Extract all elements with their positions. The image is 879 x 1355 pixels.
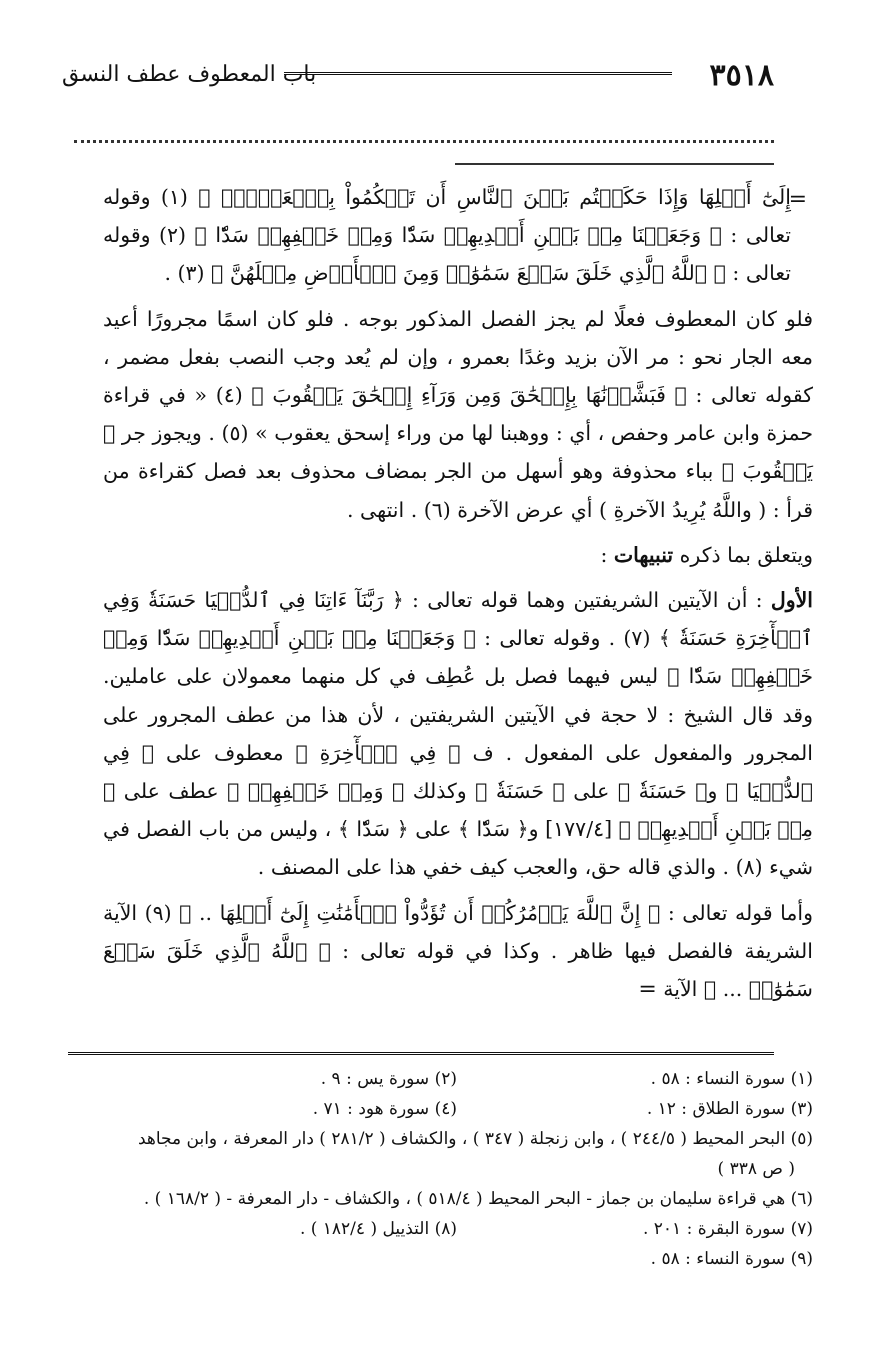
paragraph-1-text: إِلَىٰٓ أَهۡلِهَا وَإِذَا حَكَمۡتُم بَيۡنَ ٱلنَّاسِ أَن تَحۡكُمُواْ بِٱلۡعَدۡلِۚ ﴾ (١) وقوله تعالى : ﴿ وَجَعَلۡنَا مِنۢ بَيۡنِ أَيۡدِيهِمۡ سَدّٗا وَمِنۡ خَلۡفِهِمۡ سَدّٗا ﴾ (٢) وقوله تعالى : ﴿ ٱللَّهُ ٱلَّذِي خَلَقَ سَبۡعَ سَمَٰوَٰتٖ وَمِنَ ٱلۡأَرۡضِ مِثۡلَهُنَّ ﴾ (٣) . xyxy=(103,185,791,286)
first-note-label: الأول xyxy=(770,588,813,613)
footnote-9: (٩) سورة النساء : ٥٨ . xyxy=(650,1249,813,1269)
footnote-1: (١) سورة النساء : ٥٨ . xyxy=(650,1069,813,1089)
header-rule xyxy=(284,72,672,77)
paragraph-1 xyxy=(103,178,807,293)
footnote-3: (٣) سورة الطلاق : ١٢ . xyxy=(646,1099,813,1119)
footnote-rule xyxy=(68,1052,774,1057)
footnote-row xyxy=(101,1064,813,1094)
page-number: ٣٥١٨ xyxy=(709,58,774,93)
footnote-row xyxy=(101,1214,813,1244)
footnote-4: (٤) سورة هود : ٧١ . xyxy=(312,1099,457,1119)
paragraph-2-text: فلو كان المعطوف فعلًا لم يجز الفصل المذكور بوجه . فلو كان اسمًا مجرورًا أعيد معه الجار نحو : مر الآن بزيد وغدًا بعمرو ، وإن لم يُعد وجب النصب بفعل مضمر ، كقوله تعالى : ﴿ فَبَشَّرۡنَٰهَا بِإِسۡحَٰقَ وَمِن وَرَآءِ إِسۡحَٰقَ يَعۡقُوبَ ﴾ (٤) « في قراءة حمزة وابن عامر وحفص ، أي : ووهبنا لها من وراء إسحق يعقوب » (٥) . ويجوز جر ﴿ يَعۡقُوبَ ﴾ بباء محذوفة وهو أسهل من الجر بمضاف محذوف بعد فصل كقراءة من قرأ : ( واللَّهُ يُرِيدُ الآخرةِ ) أي عرض الآخرة (٦) . انتهى . xyxy=(103,306,813,522)
footnote-5-continuation: ( ص ٣٣٨ ) xyxy=(717,1159,795,1179)
short-rule xyxy=(455,163,774,165)
footnote-6: (٦) هي قراءة سليمان بن جماز - البحر المحيط ( ٥١٨/٤ ) ، والكشاف - دار المعرفة - ( ١٦٨/٢ ) . xyxy=(143,1189,813,1209)
main-text xyxy=(103,178,813,1016)
footnotes xyxy=(101,1064,813,1274)
paragraph-5-text: وأما قوله تعالى : ﴿ إِنَّ ٱللَّهَ يَأۡمُرُكُمۡ أَن تُؤَدُّواْ ٱلۡأَمَٰنَٰتِ إِلَىٰٓ أَهۡلِهَا .. ﴾ (٩) الآية الشريفة فالفصل فيها ظاهر . وكذا في قوله تعالى : ﴿ ٱللَّهُ ٱلَّذِي خَلَقَ سَبۡعَ سَمَٰوَٰتٖ ... ﴾ الآية xyxy=(103,900,813,1002)
paragraph-5 xyxy=(103,894,813,1010)
continuation-marker-end: = xyxy=(638,977,657,1003)
dotted-separator xyxy=(74,140,774,143)
paragraph-3-post: : xyxy=(600,542,614,567)
paragraph-2 xyxy=(103,300,813,529)
chapter-title: باب المعطوف عطف النسق xyxy=(62,62,317,87)
paragraph-3-pre: ويتعلق بما ذكره xyxy=(673,542,813,567)
continuation-marker: = xyxy=(788,187,807,212)
footnote-row xyxy=(101,1094,813,1124)
footnote-7: (٧) سورة البقرة : ٢٠١ . xyxy=(642,1219,813,1239)
footnote-8: (٨) التذييل ( ١٨٢/٤ ) . xyxy=(299,1219,457,1239)
paragraph-4-text: : أن الآيتين الشريفتين وهما قوله تعالى : ﴿ رَبَّنَآ ءَاتِنَا فِي ٱلدُّنۡيَا حَسَنَةٗ وَفِي ٱلۡأٓخِرَةِ حَسَنَةٗ ﴾ (٧) . وقوله تعالى : ﴿ وَجَعَلۡنَا مِنۢ بَيۡنِ أَيۡدِيهِمۡ سَدّٗا وَمِنۡ خَلۡفِهِمۡ سَدّٗا ﴾ ليس فيهما فصل بل عُطِف في كل منهما معمولان على عاملين. وقد قال الشيخ : لا حجة في الآيتين الشريفتين ، لأن هذا من عطف المجرور على المجرور والمفعول على المفعول . ف ﴿ فِي ٱلۡأٓخِرَةِ ﴾ معطوف على ﴿ فِي ٱلدُّنۡيَا ﴾ و﴿ حَسَنَةٗ ﴾ على ﴿ حَسَنَةٗ ﴾ وكذلك ﴿ وَمِنۡ خَلۡفِهِمۡ ﴾ عطف على ﴿ مِنۢ بَيۡنِ أَيۡدِيهِمۡ ﴾ [١٧٧/٤] و﴿ سَدّٗا ﴾ على ﴿ سَدّٗا ﴾ ، وليس من باب الفصل في شيء (٨) . والذي قاله حق، والعجب كيف خفي هذا على المصنف . xyxy=(103,588,814,880)
heading-tanbihat: تنبيهات xyxy=(613,542,674,567)
footnote-5: (٥) البحر المحيط ( ٢٤٤/٥ ) ، وابن زنجلة ( ٣٤٧ ) ، والكشاف ( ٢٨١/٢ ) دار المعرفة ، وابن مجاهد xyxy=(137,1129,813,1149)
footnote-2: (٢) سورة يس : ٩ . xyxy=(320,1069,457,1089)
paragraph-4 xyxy=(103,581,813,887)
paragraph-3 xyxy=(103,536,813,574)
page-header xyxy=(62,58,774,98)
